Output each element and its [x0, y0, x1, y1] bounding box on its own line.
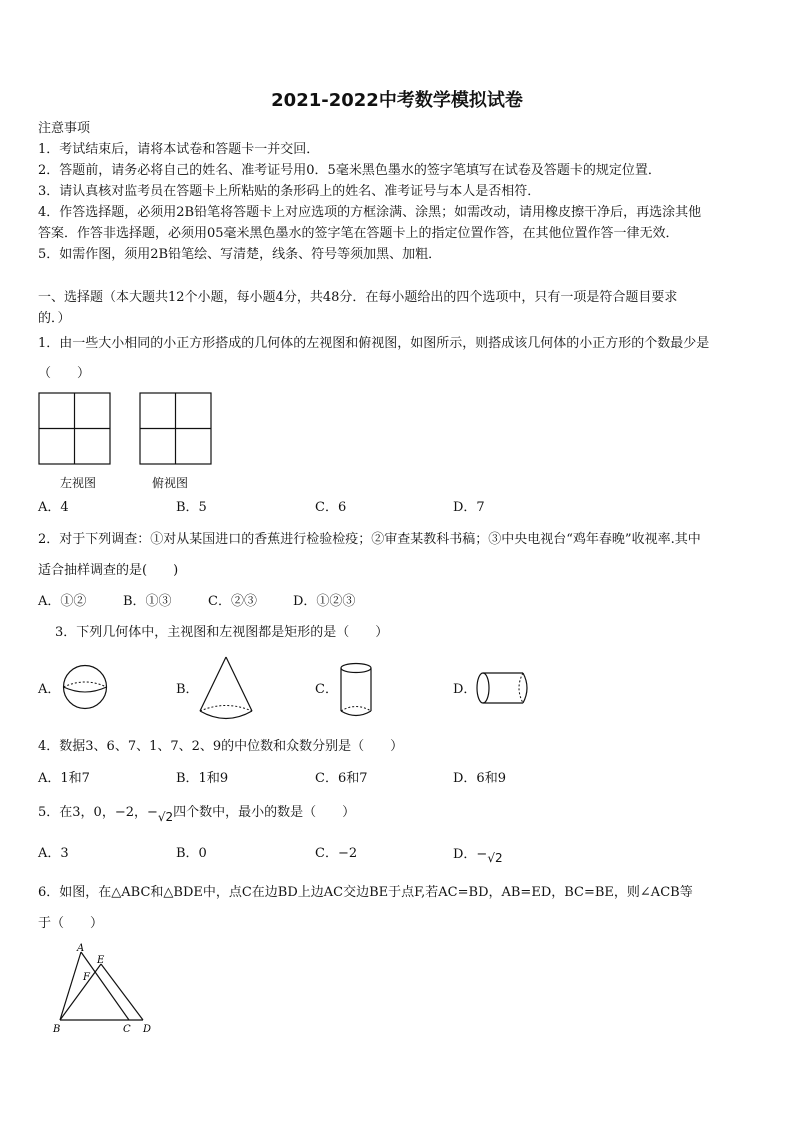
cylinder-figure: [339, 662, 373, 718]
option-c: C．6和7: [315, 771, 368, 786]
notice-item: 2．答题前，请务必将自己的姓名、准考证号用0．5毫米黑色墨水的签字笔填写在试卷及答题卡的规定位置．: [38, 163, 661, 178]
notice-heading: 注意事项: [38, 121, 91, 136]
point-label-c: C: [123, 1024, 131, 1035]
sqrt-2: √2: [157, 810, 174, 824]
option-b: B．5: [176, 500, 207, 515]
option-d-label: D．−: [453, 847, 488, 862]
option-a: A．: [38, 682, 61, 697]
question-4-text: 4．数据3、6、7、1、7、2、9的中位数和众数分别是（ ）: [38, 739, 404, 754]
cone-figure: [198, 656, 254, 722]
option-d: D．7: [453, 500, 485, 515]
sqrt-2: √2: [487, 851, 503, 865]
lying-cylinder-figure: [474, 670, 532, 708]
notice-item: 5．如需作图，须用2B铅笔绘、写清楚，线条、符号等须加黑、加粗．: [38, 247, 442, 262]
top-view-label: 俯视图: [152, 476, 189, 490]
notice-item: 3．请认真核对监考员在答题卡上所粘贴的条形码上的姓名、准考证号与本人是否相符．: [38, 184, 541, 199]
option-d: [453, 846, 503, 863]
option-a: A．1和7: [38, 771, 90, 786]
question-5-text-post: 四个数中，最小的数是（ ）: [173, 805, 356, 820]
option-d: D．: [453, 682, 477, 697]
question-5-text: [38, 804, 356, 824]
option-a: A．①②: [38, 594, 87, 609]
question-1-text: 1．由一些大小相同的小正方形搭成的几何体的左视图和俯视图，如图所示，则搭成该几何体的小正方形的个数最少是: [38, 336, 710, 351]
point-label-b: B: [53, 1024, 61, 1035]
option-d: D．①②③: [293, 594, 356, 609]
point-label-f: F: [83, 972, 90, 983]
option-c: C．: [315, 682, 338, 697]
option-a: A．4: [38, 500, 69, 515]
notice-item: 1．考试结束后，请将本试卷和答题卡一并交回．: [38, 142, 320, 157]
section-heading: 一、选择题（本大题共12个小题，每小题4分，共48分．在每小题给出的四个选项中，只有一项是符合题目要求: [38, 290, 678, 305]
option-c: C．6: [315, 500, 347, 515]
question-6-text: 6．如图，在△ABC和△BDE中，点C在边BD上边AC交边BE于点F,若AC=BD，AB=ED，BC=BE，则∠ACB等: [38, 885, 693, 900]
notice-item: 4．作答选择题，必须用2B铅笔将答题卡上对应选项的方框涂满、涂黑；如需改动，请用橡皮擦干净后，再选涂其他: [38, 205, 702, 220]
option-c: C．−2: [315, 846, 358, 861]
section-heading-cont: 的．）: [38, 311, 71, 326]
option-b: B．1和9: [176, 771, 229, 786]
question-2-text-cont: 适合抽样调查的是( ): [38, 563, 179, 578]
left-view-figure: [38, 392, 112, 466]
triangle-figure: [50, 944, 160, 1036]
point-label-a: A: [77, 943, 85, 954]
option-b: B．: [176, 682, 199, 697]
point-label-d: D: [143, 1024, 152, 1035]
option-c: C．②③: [208, 594, 257, 609]
option-b: B．①③: [123, 594, 172, 609]
question-1-paren: （ ）: [38, 366, 91, 381]
notice-item: 答案．作答非选择题，必须用05毫米黑色墨水的签字笔在答题卡上的指定位置作答，在其他位置作答一律无效．: [38, 226, 679, 241]
option-a: A．3: [38, 846, 69, 861]
page-title: 2021-2022中考数学模拟试卷: [271, 90, 523, 111]
top-view-figure: [139, 392, 213, 466]
option-b: B．0: [176, 846, 207, 861]
left-view-label: 左视图: [60, 476, 97, 490]
question-5-text-pre: 5．在3，0，−2，−: [38, 805, 158, 820]
point-label-e: E: [97, 955, 105, 966]
sphere-figure: [62, 664, 108, 710]
question-6-text-cont: 于（ ）: [38, 916, 104, 931]
question-3-text: 3．下列几何体中，主视图和左视图都是矩形的是（ ）: [55, 625, 389, 640]
question-2-text: 2．对于下列调查：①对从某国进口的香蕉进行检验检疫；②审查某教科书稿；③中央电视台“鸡年春晚”收视率.其中: [38, 532, 701, 547]
option-d: D．6和9: [453, 771, 506, 786]
